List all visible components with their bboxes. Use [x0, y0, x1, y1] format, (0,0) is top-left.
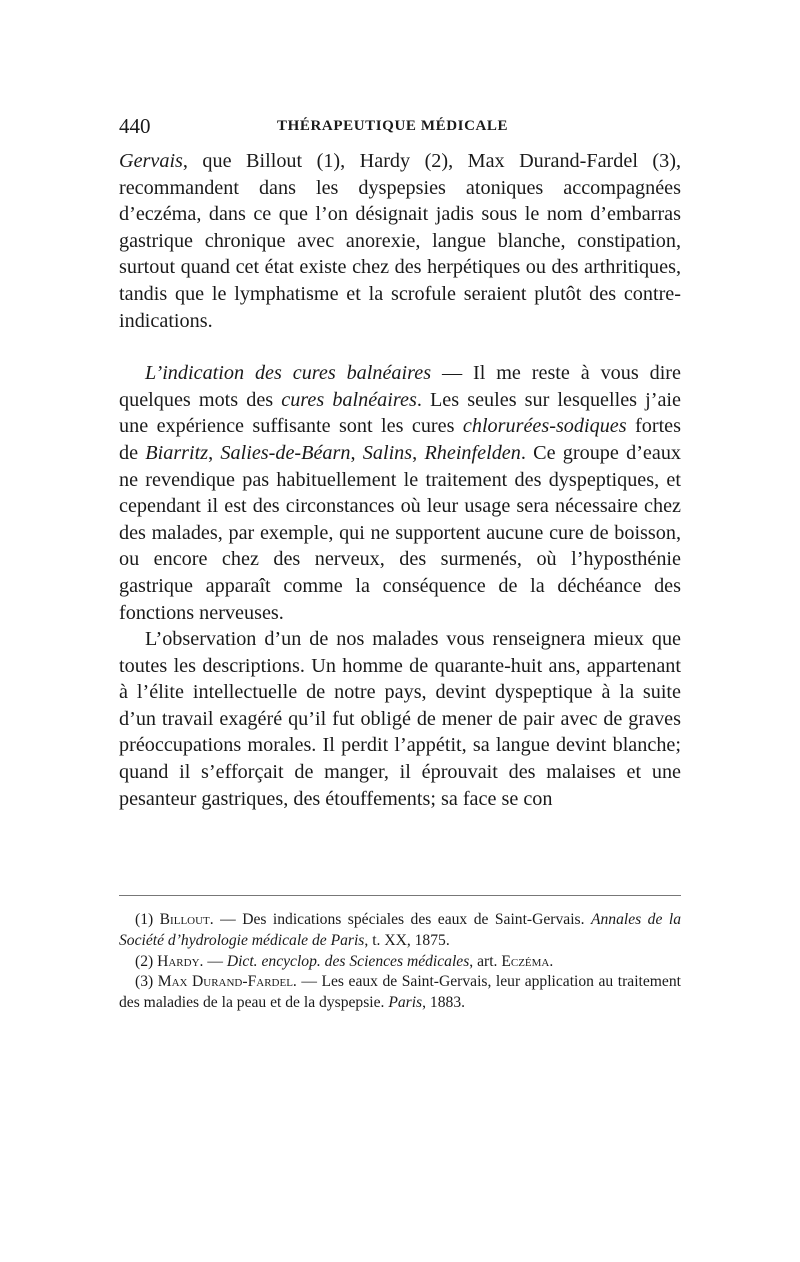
footnote-2-work: Dict. encyclop. des Sciences médicales	[226, 952, 470, 970]
footnote-1-marker: (1)	[135, 911, 160, 928]
footnote-1	[119, 910, 681, 952]
footnote-2-text-3: .	[549, 952, 554, 970]
footnote-3-author: Max Durand-Fardel	[157, 973, 293, 991]
separator-1: ,	[208, 441, 221, 464]
footnote-2-author: Hardy	[157, 952, 200, 970]
page-header	[119, 114, 681, 144]
main-text	[119, 148, 681, 812]
footnote-2-article: Eczéma	[501, 952, 550, 970]
paragraph-2	[119, 360, 681, 626]
section-heading: L’indication des cures balnéaires	[145, 362, 432, 385]
book-page	[119, 0, 681, 1262]
place-rheinfelden: Rheinfelden	[424, 441, 521, 464]
footnote-1-author: Billout	[159, 911, 210, 928]
footnote-3-place: Paris	[388, 994, 423, 1012]
paragraph-3: L’observation d’un de nos malades vous renseignera mieux que toutes les descriptions. Un homme de quarante-huit ans, appartenant à l’élite intellectuelle de notre pays, devint dyspeptique à la suite d’un travail exagéré qu’il fut obligé de mener de pair avec de graves préoccupations morales. Il perdit l’appétit, sa langue devint blanche; quand il s’efforçait de manger, il éprouvait des malaises et une pesanteur gastriques, des étouffements; sa face se con	[119, 628, 681, 810]
footnote-2-text-1: . —	[199, 952, 227, 970]
footnotes	[119, 910, 681, 1014]
term-cures-balneaires: cures balnéaires	[281, 388, 417, 411]
paragraph-gap	[119, 334, 681, 360]
paragraph-2-text-4: . Ce groupe d’eaux ne revendique pas habituellement le traitement des dyspeptiques, et cependant il est des circonstances où leur usage sera nécessaire chez des malades, par exemple, qui ne supportent aucune cure de boisson, ou encore chez des nerveux, des surmenés, où l’hyposthénie gastrique apparaît comme la conséquence de la déchéance des fonctions nerveuses.	[119, 441, 682, 624]
page-number: 440	[119, 114, 151, 138]
place-biarritz: Biarritz	[145, 441, 209, 464]
footnote-1-text-1: . — Des indications spéciales des eaux de Saint-Gervais.	[209, 911, 591, 928]
paragraph-2-text-3: fortes de	[119, 415, 681, 464]
footnote-2-marker: (2)	[135, 952, 158, 970]
footnote-3-marker: (3)	[135, 973, 158, 991]
footnote-3-text-2: , 1883.	[422, 994, 466, 1012]
place-salies-de-bearn: Salies-de-Béarn	[220, 441, 351, 464]
footnote-divider	[119, 895, 681, 896]
paragraph-1	[119, 148, 681, 334]
paragraph-2-text-2: . Les seules sur lesquelles j’aie une expérience suffisante sont les cures	[119, 388, 682, 438]
place-salins: Salins	[362, 441, 413, 464]
footnote-1-journal: Annales de la Société d’hydrologie médicale de Paris	[119, 911, 681, 949]
separator-2: ,	[350, 441, 363, 464]
footnote-1-text-2: , t. XX, 1875.	[364, 931, 450, 949]
footnote-2	[119, 952, 681, 973]
footnote-2-text-2: , art.	[469, 952, 502, 970]
running-title: THÉRAPEUTIQUE MÉDICALE	[277, 118, 509, 134]
author-gervais: Gervais	[119, 150, 183, 172]
footnote-3	[119, 972, 681, 1014]
footnote-3-text-1: . — Les eaux de Saint-Gervais, leur application au traitement des maladies de la peau et de la dyspepsie.	[119, 973, 681, 1012]
paragraph-2-text-1: — Il me reste à vous dire quelques mots des	[119, 362, 681, 411]
separator-3: ,	[412, 441, 425, 464]
term-chlorurees-sodiques: chlorurées-sodiques	[462, 415, 627, 438]
paragraph-1-text: , que Billout (1), Hardy (2), Max Durand-Fardel (3), recommandent dans les dyspepsies atoniques accompagnées d’eczéma, dans ce que l’on désignait jadis sous le nom d’embarras gastrique chronique avec anorexie, langue blanche, constipation, surtout quand cet état existe chez des herpétiques ou des arthritiques, tandis que le lymphatisme et la scrofule seraient plutôt des contre-indications.	[119, 150, 681, 332]
